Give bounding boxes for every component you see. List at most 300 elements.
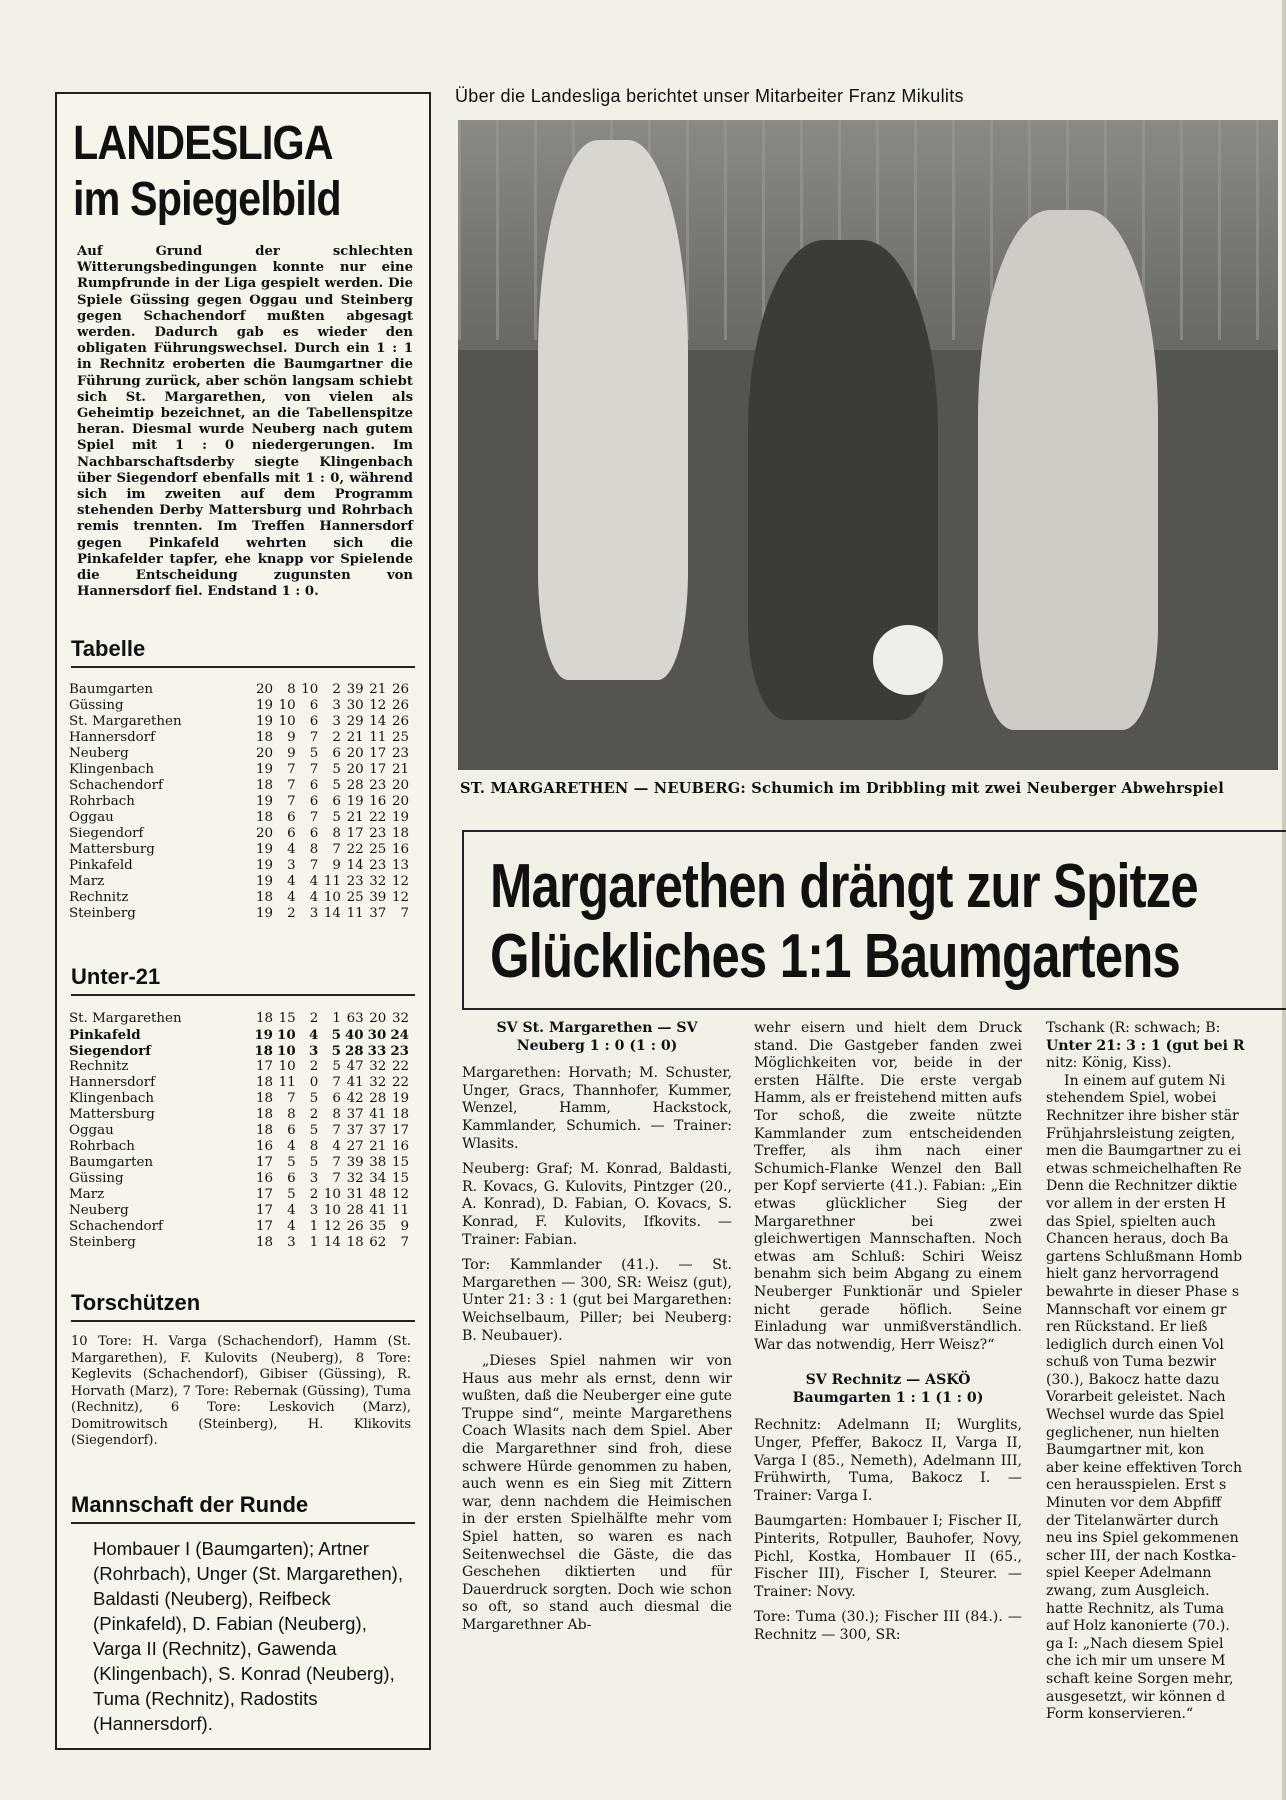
tabelle-cell: 25: [369, 842, 387, 857]
sidebar-title-line1: LANDESLIGA: [73, 117, 333, 170]
photo-player-right: [978, 210, 1158, 730]
tabelle-cell: 19: [346, 794, 364, 809]
u21-row: [69, 1203, 409, 1219]
tabelle-cell: 7: [332, 842, 341, 857]
u21-row: [69, 1171, 409, 1187]
u21-cell: 37: [346, 1123, 364, 1138]
u21-cell: 3: [309, 1203, 319, 1218]
col3-line: spiel Keeper Adelmann: [1046, 1565, 1212, 1582]
match1-lineup-neuberg: Neuberg: Graf; M. Konrad, Baldasti, R. Kovacs, G. Kulovits, Pintzger (20., A. Konrad), D. Fabian, O. Kovacs, S. Konrad, F. Kulovits, Ifkovits. — Trainer: Fabian.: [462, 1161, 732, 1248]
u21-cell: 32: [346, 1171, 364, 1186]
tabelle-cell: 20: [346, 746, 364, 761]
u21-cell: 10: [323, 1203, 341, 1218]
tabelle-cell: 8: [287, 682, 296, 697]
tabelle-row: [69, 714, 409, 730]
tabelle-row: [69, 746, 409, 762]
tabelle-row: [69, 682, 409, 698]
u21-cell: 3: [309, 1171, 319, 1186]
u21-team: St. Margarethen: [69, 1011, 182, 1026]
tabelle-cell: 29: [346, 714, 364, 729]
tabelle-cell: 6: [332, 746, 341, 761]
col3-line: Frühjahrsleistung zeigten,: [1046, 1125, 1236, 1142]
u21-cell: 16: [391, 1139, 409, 1154]
u21-cell: 22: [391, 1075, 409, 1090]
tabelle-cell: 3: [332, 714, 341, 729]
tabelle-row: [69, 842, 409, 858]
landesliga-sidebar: [55, 92, 431, 1750]
tabelle-cell: 7: [287, 778, 296, 793]
col3-line: Chancen heraus, doch Ba: [1046, 1231, 1229, 1248]
headline-line2: Glückliches 1:1 Baumgartens: [490, 922, 1180, 991]
tabelle-team: Güssing: [69, 698, 124, 713]
u21-cell: 33: [367, 1043, 387, 1059]
tabelle-cell: 18: [255, 778, 273, 793]
tabelle-cell: 5: [309, 746, 319, 761]
u21-cell: 5: [309, 1155, 319, 1170]
tabelle-cell: 22: [369, 810, 387, 825]
tabelle-cell: 2: [332, 682, 341, 697]
tabelle-cell: 39: [346, 682, 364, 697]
headline-line1: Margarethen drängt zur Spitze: [490, 852, 1198, 921]
tabelle-cell: 11: [346, 906, 364, 921]
u21-row: [69, 1235, 409, 1251]
u21-cell: 32: [391, 1011, 409, 1026]
u21-cell: 4: [308, 1027, 319, 1043]
match1-lineup-margarethen: Margarethen: Horvath; M. Schuster, Unger, Gracs, Thannhofer, Kummer, Wenzel, Hamm, Hackstock, Kammlander, Schumich. — Trainer: Wlasits.: [462, 1065, 732, 1152]
tabelle-cell: 7: [309, 762, 319, 777]
team-text: Hombauer I (Baumgarten); Artner (Rohrbach), Unger (St. Margarethen), Baldasti (Neuberg), Reifbeck (Pinkafeld), D. Fabian (Neuberg), Varga II (Rechnitz), Gawenda (Klingenbach), S. Konrad (Neuberg), Tuma (Rechnitz), Radostits (Hannersdorf).: [93, 1538, 404, 1734]
col3-line: che ich mir um unsere M: [1046, 1653, 1226, 1670]
u21-cell: 18: [346, 1235, 364, 1250]
u21-row: [69, 1027, 409, 1043]
u21-cell: 6: [332, 1091, 341, 1106]
tabelle-cell: 17: [346, 826, 364, 841]
u21-row: [69, 1043, 409, 1059]
tabelle-row: [69, 794, 409, 810]
tabelle-team: Rohrbach: [69, 794, 135, 809]
tabelle-body: [69, 682, 409, 922]
col3-line: zwang, zum Ausgleich.: [1046, 1583, 1210, 1599]
tabelle-cell: 10: [278, 698, 296, 713]
u21-cell: 41: [369, 1203, 387, 1218]
col3-line: auf Holz kanonierte (70.).: [1046, 1618, 1230, 1635]
u21-cell: 5: [309, 1123, 319, 1138]
tabelle-row: [69, 890, 409, 906]
u21-cell: 15: [391, 1171, 409, 1186]
u21-cell: 37: [369, 1123, 387, 1138]
match2-lineup-baumgarten: Baumgarten: Hombauer I; Fischer II, Pinterits, Rotpuller, Bauhofer, Novy, Pichl, Kostka, Hombauer II (65., Fischer III), Fischer I, Steurer. — Trainer: Novy.: [754, 1513, 1022, 1600]
col3-line: bewahrte in dieser Phase s: [1046, 1283, 1240, 1300]
u21-cell: 17: [255, 1059, 273, 1074]
tabelle-cell: 8: [332, 826, 341, 841]
u21-cell: 38: [369, 1155, 387, 1170]
u21-cell: 24: [390, 1027, 409, 1043]
tabelle-cell: 9: [287, 746, 296, 761]
tabelle-cell: 6: [287, 826, 296, 841]
tabelle-cell: 28: [346, 778, 364, 793]
tabelle-team: Steinberg: [69, 906, 136, 921]
tabelle-cell: 25: [346, 890, 364, 905]
col3-line: Wechsel wurde das Spiel: [1046, 1407, 1225, 1424]
tabelle-cell: 8: [309, 842, 319, 857]
col3-line: Unter 21: 3 : 1 (gut bei R: [1046, 1037, 1245, 1054]
u21-cell: 18: [255, 1107, 273, 1122]
u21-cell: 3: [308, 1043, 319, 1059]
tabelle-cell: 18: [391, 826, 409, 841]
u21-cell: 22: [391, 1059, 409, 1074]
col3-line: stehendem Spiel, wobei: [1046, 1090, 1217, 1107]
u21-cell: 7: [400, 1235, 409, 1250]
u21-row: [69, 1123, 409, 1139]
tabelle-cell: 9: [287, 730, 296, 745]
u21-cell: 17: [391, 1123, 409, 1138]
tabelle-cell: 23: [391, 746, 409, 761]
u21-cell: 28: [344, 1043, 364, 1059]
u21-cell: 32: [369, 1059, 387, 1074]
tabelle-cell: 16: [369, 794, 387, 809]
tabelle-cell: 26: [391, 698, 409, 713]
u21-row: [69, 1155, 409, 1171]
tabelle-cell: 21: [346, 810, 364, 825]
u21-cell: 8: [332, 1107, 341, 1122]
tabelle-cell: 19: [255, 842, 273, 857]
u21-cell: 7: [332, 1075, 341, 1090]
col3-line: Tschank (R: schwach; B:: [1046, 1020, 1221, 1036]
tabelle-cell: 6: [309, 698, 319, 713]
col3-line: schaft keine Sorgen mehr,: [1046, 1670, 1234, 1687]
u21-cell: 9: [400, 1219, 409, 1234]
u21-cell: 4: [287, 1219, 296, 1234]
col3-line: hielt ganz hervorragend: [1046, 1266, 1219, 1283]
tabelle-cell: 39: [369, 890, 387, 905]
tabelle-row: [69, 826, 409, 842]
scorers-heading: Torschützen: [71, 1290, 415, 1322]
tabelle-cell: 2: [332, 730, 341, 745]
u21-team: Hannersdorf: [69, 1075, 156, 1090]
tabelle-cell: 9: [332, 858, 341, 873]
u21-cell: 4: [287, 1139, 296, 1154]
tabelle-cell: 7: [287, 794, 296, 809]
sidebar-title-line2: im Spiegelbild: [73, 173, 341, 226]
u21-row: [69, 1187, 409, 1203]
u21-cell: 7: [332, 1123, 341, 1138]
tabelle-team: Neuberg: [69, 746, 129, 761]
u21-row: [69, 1091, 409, 1107]
u21-cell: 32: [369, 1075, 387, 1090]
u21-cell: 1: [309, 1219, 319, 1234]
tabelle-row: [69, 858, 409, 874]
tabelle-cell: 7: [309, 858, 319, 873]
u21-row: [69, 1219, 409, 1235]
col3-line: cen herausspielen. Erst s: [1046, 1477, 1227, 1494]
tabelle-team: Hannersdorf: [69, 730, 156, 745]
u21-cell: 47: [346, 1059, 364, 1074]
col3-line: ren Rückstand. Er ließ: [1046, 1319, 1208, 1336]
u21-cell: 10: [277, 1043, 296, 1059]
tabelle-cell: 25: [391, 730, 409, 745]
u21-cell: 37: [346, 1107, 364, 1122]
u21-cell: 4: [332, 1139, 341, 1154]
tabelle-cell: 5: [332, 810, 341, 825]
tabelle-cell: 18: [255, 730, 273, 745]
tabelle-cell: 10: [323, 890, 341, 905]
sidebar-title: [73, 116, 341, 228]
u21-cell: 5: [331, 1027, 341, 1043]
tabelle-cell: 20: [255, 682, 273, 697]
u21-cell: 14: [323, 1235, 341, 1250]
u21-cell: 17: [255, 1155, 273, 1170]
u21-team: Oggau: [69, 1123, 114, 1138]
tabelle-cell: 6: [309, 778, 319, 793]
tabelle-cell: 6: [332, 794, 341, 809]
tabelle-cell: 20: [346, 762, 364, 777]
col3-line: Form konservieren.“: [1046, 1706, 1194, 1723]
tabelle-cell: 32: [369, 874, 387, 889]
col3-line: aber keine effektiven Torch: [1046, 1459, 1243, 1476]
tabelle-cell: 23: [369, 778, 387, 793]
u21-team: Neuberg: [69, 1203, 129, 1218]
u21-cell: 18: [255, 1123, 273, 1138]
col3-line: ga I: „Nach diesem Spiel: [1046, 1635, 1224, 1652]
tabelle-team: Oggau: [69, 810, 114, 825]
u21-cell: 6: [287, 1123, 296, 1138]
tabelle-cell: 20: [391, 778, 409, 793]
u21-cell: 10: [323, 1187, 341, 1202]
tabelle-cell: 19: [255, 698, 273, 713]
col3-line: Baumgartner mit, kon: [1046, 1442, 1205, 1459]
u21-row: [69, 1107, 409, 1123]
tabelle-cell: 37: [369, 906, 387, 921]
u21-cell: 62: [369, 1235, 387, 1250]
u21-cell: 27: [346, 1139, 364, 1154]
tabelle-cell: 21: [391, 762, 409, 777]
u21-cell: 5: [331, 1043, 341, 1059]
scorers-text: 10 Tore: H. Varga (Schachendorf), Hamm (St. Margarethen), F. Kulovits (Neuberg), 8 Tore: Keglevits (Schachendorf), Gibiser (Güssing), R. Horvath (Marz), 7 Tore: Rebernak (Güssing), Tuma (Rechnitz), 6 Tore: Leskovich (Marz), Domitrowitsch (Steinberg), H. Klikovits (Siegendorf).: [71, 1334, 411, 1448]
tabelle-cell: 26: [391, 714, 409, 729]
u21-cell: 18: [254, 1043, 273, 1059]
col3-line: neu ins Spiel gekommenen: [1046, 1530, 1239, 1547]
tabelle-cell: 4: [287, 874, 296, 889]
match2-result: Tore: Tuma (30.); Fischer III (84.). — Rechnitz — 300, SR:: [754, 1609, 1022, 1643]
tabelle-cell: 7: [309, 730, 319, 745]
u21-cell: 8: [309, 1139, 319, 1154]
tabelle-cell: 3: [287, 858, 296, 873]
col3-line: Minuten vor dem Abpfiff: [1046, 1495, 1222, 1512]
article-column-1: [462, 1020, 732, 1643]
u21-cell: 34: [369, 1171, 387, 1186]
tabelle-cell: 7: [309, 810, 319, 825]
u21-cell: 3: [287, 1235, 296, 1250]
match2-lineup-rechnitz: Rechnitz: Adelmann II; Wurglits, Unger, Pfeffer, Bakocz II, Varga II, Varga I (85., Nemeth), Adelmann III, Frühwirth, Tuma, Bakocz I. — Trainer: Varga I.: [754, 1417, 1022, 1504]
tabelle-team: Marz: [69, 874, 105, 889]
match-photo: [458, 120, 1278, 770]
tabelle-cell: 20: [255, 826, 273, 841]
u21-cell: 26: [346, 1219, 364, 1234]
col3-line: Denn die Rechnitzer diktie: [1046, 1178, 1238, 1195]
u21-cell: 16: [255, 1139, 273, 1154]
u21-cell: 18: [255, 1235, 273, 1250]
tabelle-cell: 26: [391, 682, 409, 697]
tabelle-cell: 6: [309, 826, 319, 841]
u21-cell: 1: [332, 1011, 341, 1026]
tabelle-cell: 30: [346, 698, 364, 713]
col3-line: der Titelanwärter durch: [1046, 1512, 1219, 1529]
article-column-2: [754, 1020, 1022, 1653]
tabelle-cell: 6: [309, 794, 319, 809]
col3-line: schuß von Tuma bezwir: [1046, 1354, 1216, 1371]
tabelle-cell: 7: [400, 906, 409, 921]
u21-cell: 7: [332, 1155, 341, 1170]
tabelle-row: [69, 730, 409, 746]
tabelle-heading: Tabelle: [71, 636, 415, 668]
u21-table: [69, 1011, 409, 1251]
tabelle-cell: 6: [287, 810, 296, 825]
photo-caption: ST. MARGARETHEN — NEUBERG: Schumich im Dribbling mit zwei Neuberger Abwehrspiel: [460, 780, 1224, 797]
tabelle-cell: 4: [309, 874, 319, 889]
col3-line: (30.), Bakocz hatte dazu: [1046, 1371, 1220, 1388]
tabelle-cell: 10: [301, 682, 319, 697]
tabelle-row: [69, 874, 409, 890]
u21-cell: 7: [287, 1091, 296, 1106]
u21-row: [69, 1075, 409, 1091]
col3-line: gartens Schlußmann Homb: [1046, 1248, 1243, 1265]
sidebar-intro: Auf Grund der schlechten Witterungsbedingungen konnte nur eine Rumpfrunde in der Liga gespielt werden. Die Spiele Güssing gegen Oggau und Steinberg gegen Schachendorf mußten abgesagt werden. Dadurch gab es wieder den obligaten Führungswechsel. Durch ein 1 : 1 in Rechnitz eroberten die Baumgartner die Führung zurück, aber schön langsam schiebt sich St. Margarethen, von vielen als Geheimtip bezeichnet, an die Tabellenspitze heran. Diesmal wurde Neuberg nach gutem Spiel mit 1 : 0 niedergerungen. Im Nachbarschaftsderby siegte Klingenbach über Siegendorf ebenfalls mit 1 : 0, während sich im zweiten auf dem Programm stehenden Derby Mattersburg und Rohrbach remis trennten. Im Treffen Hannersdorf gegen Pinkafeld wehrten sich die Pinkafelder tapfer, ehe knapp vor Spielende die Entscheidung zugunsten von Hannersdorf fiel. Endstand 1 : 0.: [77, 244, 413, 600]
tabelle-cell: 21: [346, 730, 364, 745]
u21-cell: 6: [287, 1171, 296, 1186]
u21-team: Mattersburg: [69, 1107, 155, 1122]
u21-cell: 1: [309, 1235, 319, 1250]
u21-cell: 41: [346, 1075, 364, 1090]
u21-cell: 2: [309, 1011, 319, 1026]
u21-team: Marz: [69, 1187, 105, 1202]
u21-team: Siegendorf: [69, 1043, 152, 1059]
tabelle-cell: 2: [287, 906, 296, 921]
u21-team: Klingenbach: [69, 1091, 154, 1106]
u21-cell: 19: [391, 1091, 409, 1106]
tabelle-cell: 12: [369, 698, 387, 713]
u21-cell: 16: [255, 1171, 273, 1186]
col3-line: Rechnitzer ihre bisher stär: [1046, 1107, 1239, 1124]
u21-cell: 5: [332, 1059, 341, 1074]
u21-cell: 5: [287, 1155, 296, 1170]
match1-result: Tor: Kammlander (41.). — St. Margarethen — 300, SR: Weisz (gut), Unter 21: 3 : 1 (gut bei Margarethen: Weichselbaum, Piller; bei Neuberg: B. Neubauer).: [462, 1257, 732, 1344]
col3-line: Vorarbeit geleistet. Nach: [1046, 1389, 1226, 1406]
tabelle-cell: 12: [391, 874, 409, 889]
u21-cell: 31: [346, 1187, 364, 1202]
tabelle-cell: 5: [332, 778, 341, 793]
tabelle-row: [69, 698, 409, 714]
tabelle-cell: 23: [369, 826, 387, 841]
u21-cell: 12: [323, 1219, 341, 1234]
u21-cell: 7: [332, 1171, 341, 1186]
tabelle-cell: 17: [369, 762, 387, 777]
u21-cell: 19: [254, 1027, 273, 1043]
tabelle-cell: 19: [255, 714, 273, 729]
photo-player-white: [538, 140, 688, 680]
u21-cell: 18: [255, 1075, 273, 1090]
u21-cell: 10: [277, 1027, 296, 1043]
tabelle-cell: 19: [255, 906, 273, 921]
tabelle-team: Schachendorf: [69, 778, 163, 793]
tabelle-row: [69, 906, 409, 922]
u21-cell: 0: [309, 1075, 319, 1090]
tabelle-cell: 13: [391, 858, 409, 873]
tabelle-cell: 3: [332, 698, 341, 713]
u21-team: Pinkafeld: [69, 1027, 141, 1043]
tabelle-cell: 22: [346, 842, 364, 857]
tabelle-cell: 21: [369, 682, 387, 697]
col3-line: nitz: König, Kiss).: [1046, 1055, 1172, 1072]
tabelle-table: [69, 682, 409, 922]
tabelle-row: [69, 762, 409, 778]
u21-cell: 20: [369, 1011, 387, 1026]
u21-cell: 42: [346, 1091, 364, 1106]
u21-cell: 18: [391, 1107, 409, 1122]
u21-heading: Unter-21: [71, 964, 415, 996]
headline-box: [462, 830, 1286, 1010]
u21-cell: 11: [278, 1075, 296, 1090]
u21-cell: 28: [369, 1091, 387, 1106]
u21-cell: 18: [255, 1011, 273, 1026]
match2-heading: SV Rechnitz — ASKÖ Baumgarten 1 : 1 (1 : 0): [792, 1372, 984, 1406]
u21-row: [69, 1059, 409, 1075]
tabelle-team: Baumgarten: [69, 682, 154, 697]
tabelle-cell: 18: [255, 810, 273, 825]
match1-report-cont: wehr eisern und hielt dem Druck stand. Die Gastgeber fanden zwei Möglichkeiten vor, beide in der ersten Hälfte. Die erste vergab Hamm, als er freistehend mitten aufs Tor schoß, die zweite nützte Kammlander zum entscheidenden Treffer, als ihm nach einer Schumich-Flanke Wenzel den Ball per Kopf servierte (41.). Fabian: „Ein etwas glücklicher Sieg der Margarethner bei zwei gleichwertigen Mannschaften. Noch etwas am Schluß: Schiri Weisz benahm sich beim Abgang zu einem Neuberger Funktionär und Spieler nicht gerade höflich. Seine Einladung war unmißverständlich. War das notwendig, Herr Weisz?“: [754, 1020, 1022, 1353]
photo-ball: [873, 625, 943, 695]
u21-cell: 40: [344, 1027, 364, 1043]
byline: Über die Landesliga berichtet unser Mitarbeiter Franz Mikulits: [455, 86, 964, 106]
tabelle-cell: 10: [278, 714, 296, 729]
col3-line: ausgesetzt, wir können d: [1046, 1688, 1226, 1705]
team-heading: Mannschaft der Runde: [71, 1492, 415, 1524]
tabelle-cell: 14: [323, 906, 341, 921]
tabelle-cell: 23: [346, 874, 364, 889]
u21-cell: 2: [309, 1187, 319, 1202]
u21-body: [69, 1011, 409, 1251]
col3-line: In einem auf gutem Ni: [1064, 1072, 1226, 1089]
u21-cell: 23: [390, 1043, 409, 1059]
tabelle-cell: 19: [255, 794, 273, 809]
tabelle-cell: 14: [346, 858, 364, 873]
col3-line: lediglich durch einen Vol: [1046, 1336, 1224, 1353]
tabelle-row: [69, 778, 409, 794]
tabelle-team: Siegendorf: [69, 826, 144, 841]
u21-cell: 5: [309, 1091, 319, 1106]
u21-cell: 15: [278, 1011, 296, 1026]
match1-heading: SV St. Margarethen — SV Neuberg 1 : 0 (1 : 0): [496, 1020, 698, 1054]
u21-cell: 10: [278, 1059, 296, 1074]
col3-line: etwas schmeichelhaften Re: [1046, 1160, 1242, 1177]
tabelle-cell: 18: [255, 890, 273, 905]
tabelle-cell: 4: [287, 842, 296, 857]
u21-cell: 11: [391, 1203, 409, 1218]
u21-row: [69, 1139, 409, 1155]
tabelle-cell: 12: [391, 890, 409, 905]
tabelle-cell: 7: [287, 762, 296, 777]
u21-cell: 39: [346, 1155, 364, 1170]
u21-team: Rechnitz: [69, 1059, 129, 1074]
u21-cell: 21: [369, 1139, 387, 1154]
u21-team: Rohrbach: [69, 1139, 135, 1154]
tabelle-cell: 3: [309, 906, 319, 921]
u21-cell: 17: [255, 1203, 273, 1218]
u21-cell: 35: [369, 1219, 387, 1234]
u21-cell: 41: [369, 1107, 387, 1122]
match2-report: [1046, 1020, 1282, 1724]
tabelle-cell: 17: [369, 746, 387, 761]
tabelle-cell: 23: [369, 858, 387, 873]
